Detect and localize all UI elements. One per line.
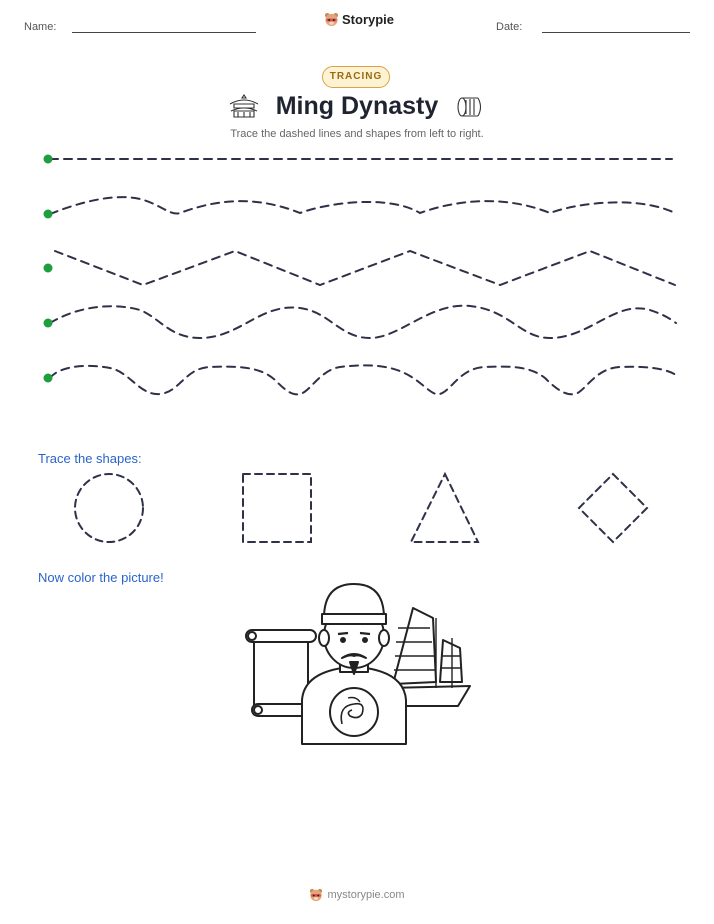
shape-triangle[interactable]: [411, 474, 478, 542]
shapes-area: [0, 466, 714, 550]
name-field[interactable]: [72, 32, 256, 33]
storypie-bear-logo-icon: [324, 12, 339, 27]
date-field[interactable]: [542, 32, 690, 33]
drum-icon: [456, 95, 484, 119]
ming-official-icon: [302, 584, 406, 744]
brand-logo: [324, 12, 394, 27]
start-dot: [44, 264, 53, 273]
name-label: Name:: [24, 21, 57, 33]
tracing-line-bumpy-wave[interactable]: [50, 365, 676, 394]
date-label: Date:: [496, 21, 523, 33]
coloring-section-label: Now color the picture!: [38, 570, 164, 585]
start-dot: [44, 210, 53, 219]
tracing-badge: TRACING: [322, 66, 390, 88]
tracing-lines-area: [0, 140, 714, 400]
start-dot: [44, 319, 53, 328]
instructions: Trace the dashed lines and shapes from left to right.: [230, 128, 484, 140]
shape-circle[interactable]: [75, 474, 143, 542]
start-dot: [44, 155, 53, 164]
shape-diamond[interactable]: [579, 474, 647, 542]
shape-square[interactable]: [243, 474, 311, 542]
brand-name: Storypie: [342, 12, 395, 27]
start-dots: [44, 155, 53, 383]
start-dot: [44, 374, 53, 383]
tracing-line-wave[interactable]: [50, 306, 676, 338]
footer-url[interactable]: mystorypie.com: [327, 889, 405, 901]
shapes-section-label: Trace the shapes:: [38, 451, 142, 466]
ming-palace-icon: [228, 94, 260, 120]
tracing-line-zigzag[interactable]: [55, 251, 675, 285]
page-title: Ming Dynasty: [275, 92, 439, 120]
coloring-picture[interactable]: [238, 578, 478, 748]
storypie-bear-logo-icon: [309, 888, 323, 902]
footer: [0, 888, 714, 902]
tracing-line-gentle-wave[interactable]: [50, 197, 675, 214]
